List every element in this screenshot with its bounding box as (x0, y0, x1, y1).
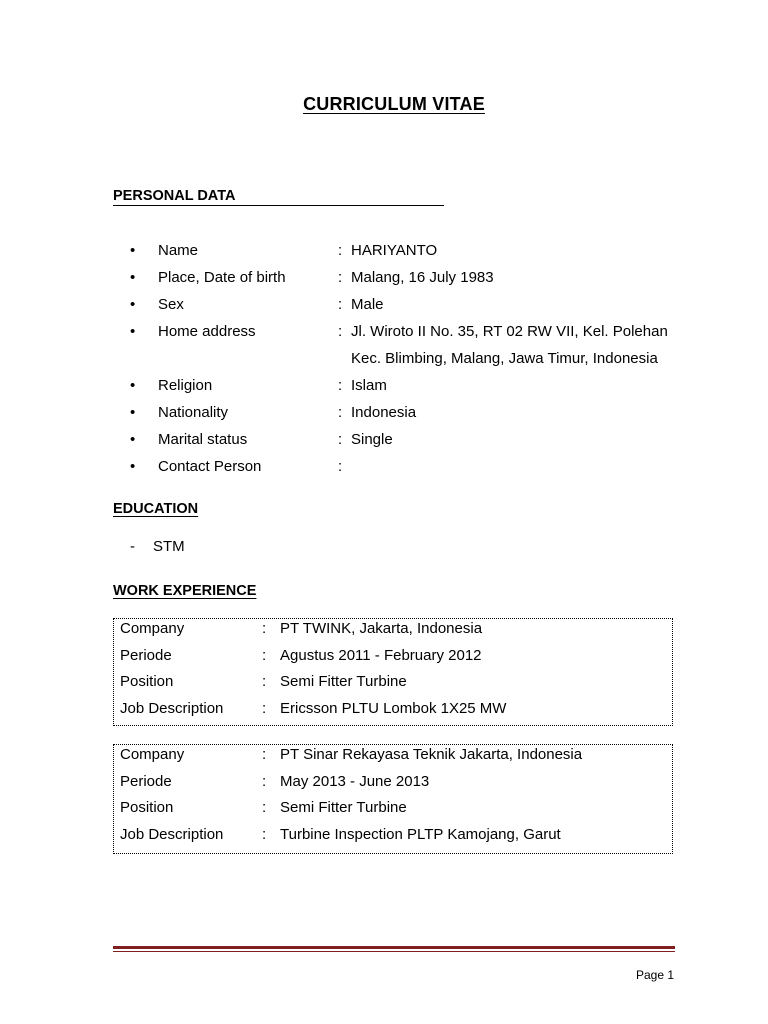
bullet-icon: • (130, 242, 136, 259)
work-value: May 2013 - June 2013 (280, 772, 430, 790)
field-colon: : (338, 431, 343, 448)
work-label: Periode (120, 772, 172, 790)
table-row (114, 798, 672, 825)
work-label: Job Description (120, 700, 224, 718)
work-value: Ericsson PLTU Lombok 1X25 MW (280, 700, 507, 718)
field-colon: : (338, 323, 343, 340)
education-heading-text: EDUCATION (113, 501, 199, 517)
field-value: Islam (351, 377, 387, 394)
field-value: Malang, 16 July 1983 (351, 269, 494, 286)
page-number: Page 1 (636, 968, 675, 982)
table-row (114, 699, 672, 726)
table-row (114, 772, 672, 799)
table-row (114, 672, 672, 699)
field-label: Nationality (158, 404, 229, 421)
work-colon: : (262, 826, 267, 844)
work-entry-1 (113, 618, 673, 726)
work-label: Job Description (120, 826, 224, 844)
field-label: Contact Person (158, 458, 262, 475)
work-value: Semi Fitter Turbine (280, 799, 407, 817)
bullet-icon: • (130, 431, 136, 448)
work-colon: : (262, 673, 267, 691)
table-row (114, 825, 672, 852)
table-row (114, 745, 672, 772)
work-colon: : (262, 646, 267, 664)
page-title: CURRICULUM VITAE (303, 94, 485, 114)
work-colon: : (262, 746, 267, 763)
field-label: Name (158, 242, 199, 259)
work-experience-heading (113, 583, 256, 599)
work-colon: : (262, 799, 267, 817)
work-value: PT Sinar Rekayasa Teknik Jakarta, Indonesia (280, 746, 583, 763)
field-value: Indonesia (351, 404, 417, 421)
work-label: Company (120, 746, 185, 763)
work-experience-heading-text: WORK EXPERIENCE (113, 583, 257, 599)
field-colon: : (338, 458, 343, 475)
personal-data-heading (113, 188, 444, 206)
field-label: Home address (158, 323, 256, 340)
work-label: Position (120, 799, 174, 817)
footer-divider-thick (113, 946, 675, 949)
personal-data-heading-text: PERSONAL DATA (113, 188, 236, 204)
dash-marker: - (130, 538, 135, 555)
work-value: Agustus 2011 - February 2012 (280, 646, 482, 664)
field-colon: : (338, 377, 343, 394)
footer-divider-thin (113, 951, 675, 952)
work-colon: : (262, 620, 267, 637)
work-value: Semi Fitter Turbine (280, 673, 407, 691)
field-colon: : (338, 269, 343, 286)
field-label: Religion (158, 377, 213, 394)
work-entry-2 (113, 744, 673, 854)
field-label: Place, Date of birth (158, 269, 286, 286)
table-row (114, 619, 672, 646)
field-value: HARIYANTO (351, 242, 438, 259)
bullet-icon: • (130, 269, 136, 286)
education-item-text: STM (153, 538, 185, 555)
bullet-icon: • (130, 296, 136, 313)
bullet-icon: • (130, 323, 136, 340)
work-colon: : (262, 700, 267, 718)
footer-divider (113, 946, 675, 952)
field-value-address (351, 318, 668, 372)
work-value: Turbine Inspection PLTP Kamojang, Garut (280, 826, 561, 844)
field-label: Marital status (158, 431, 248, 448)
education-heading (113, 501, 198, 517)
field-value: Male (351, 296, 384, 313)
work-value: PT TWINK, Jakarta, Indonesia (280, 620, 483, 637)
field-label: Sex (158, 296, 184, 313)
field-value: Single (351, 431, 393, 448)
table-row (114, 646, 672, 673)
work-label: Company (120, 620, 185, 637)
field-colon: : (338, 404, 343, 421)
bullet-icon: • (130, 377, 136, 394)
bullet-icon: • (130, 458, 136, 475)
address-line-1: Jl. Wiroto II No. 35, RT 02 RW VII, Kel. Polehan (351, 323, 668, 340)
field-colon: : (338, 242, 343, 259)
work-label: Position (120, 673, 174, 691)
work-label: Periode (120, 646, 172, 664)
field-colon: : (338, 296, 343, 313)
work-colon: : (262, 772, 267, 790)
address-line-2: Kec. Blimbing, Malang, Jawa Timur, Indonesia (351, 350, 658, 367)
bullet-icon: • (130, 404, 136, 421)
